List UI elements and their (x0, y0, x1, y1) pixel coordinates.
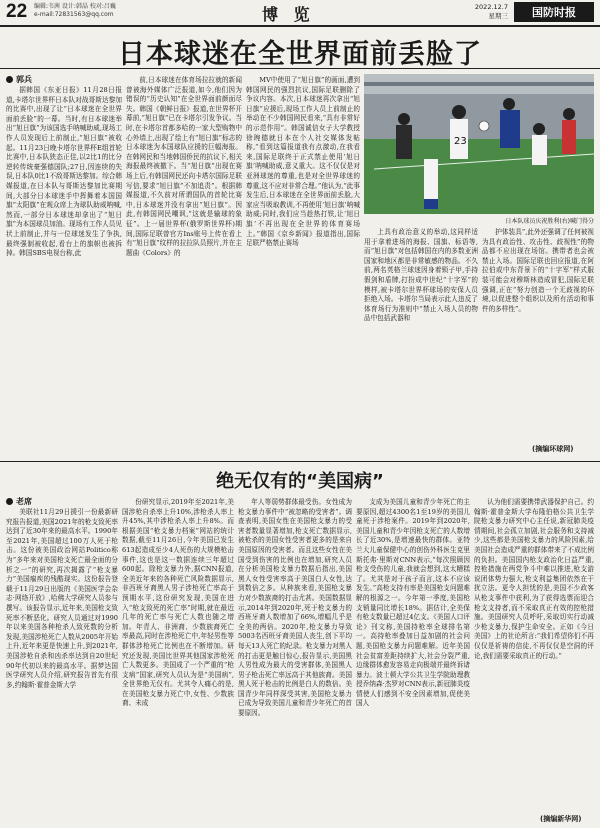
article1-source: (摘编环球网) (532, 445, 574, 453)
article2-col4: 支成为美国儿童和青少年死亡的主要原因,超过4300名1至19岁的美国儿童死于涉枪案件。2019年到2020年,美国儿童和青少年因枪支死亡的人数增长了近30%,是增速最快的群体。亚特兰大儿童保健中心的创伤外科医生克里斯托弗·里斯对CNN表示,“每次照顾因枪支受伤的儿童,我就会想到,这太糟糕了。尤其是对于孩子而言,这本不应该发生。”高枪支持有率是美国枪支问题难解的根源之一。今年第一季度,美国枪支销量同比增长18%。据估计,全美保有枪支数量已超过4亿支。《美国人口评论》刊文称,美国持枪率全球排名第一。高持枪率叠加日益加剧的社会问题,美国枪支暴力问题难解。近年美国社会贫富差距持续扩大,社会分裂严重,边缘群体愈发容易走向极端并最终诉诸暴力。波士顿大学公共卫生学院助理教授乔纳森·杰罗对CNN表示,新冠肺炎疫情使人们感到不安全因素增加,促使美国人 (356, 498, 470, 708)
article1-col4: 上具有政治意义的举动,这同样适用于拿着进场的海报、国旗、标语等,而“旭日旗”对包括韩国在内的多数亚洲国家和地区都是非常敏感的物品。不久前,两名英格兰球迷因身着锁子甲,手持假剑和盾牌,打扮成中世纪“十字军”的模样,被卡塔尔世界杯球场的安保人员拒绝入场。卡塔尔当局表示此人违反了体育场行为准则中“禁止入场人员的物品中包括武器和 (364, 228, 478, 323)
bullet-icon (6, 76, 13, 83)
article2-source: (摘编新华网) (540, 815, 582, 823)
page-number: 22 (6, 1, 28, 22)
article2-col2: 份研究显示,2019年至2021年,美国涉枪自杀率上升10%,涉枪杀人率上升45%,其中涉枪杀人率上升8%。而根据美国“枪支暴力档案”网站的统计数据,截至11月26日,今年美国已发生613起造成至少4人死伤的大规模枪击事件,这也是这一数据连续三年超过600起。除枪支暴力外,据CNN报道,全美近年来的各种死亡风险数据显示,非西班牙裔黑人男子涉枪死亡率高于预期水平,这份研究发现,美国在进入“枪支致死的死亡率”时期,就在最近几年的死亡率与死亡人数也随之增加。年青人、非洲裔、少数族裔死亡率最高,同时在涉枪死亡中,年轻男性等群体涉枪死亡比例也在不断增加。研究还发现,美国比世界其他国家涉枪死亡人数更多。美国成了一个严重的“枪支病”国家,研究人员认为是“美国病”,全世界绝无仅有。尤其令人痛心的是,在美国枪支暴力死亡中,女性、少数族裔、未成 (122, 498, 234, 708)
article2-byline (6, 496, 32, 507)
editors-line: 编辑:韦茜 设计:韩晶 校对:吕巍 (34, 3, 116, 10)
masthead (0, 0, 600, 26)
article1-byline (6, 74, 32, 85)
article1-col5: 护体装具”,此外还强调了任何被视为具有政治性、攻击性、歧视性”的物品都不应出现在场馆。携带者也会被禁止入场。国际足联也回应报道,在阿拉伯或中东背景下的“十字军”样式服装可能会对穆斯林造成冒犯,国际足联强调,正在“努力创造一个无歧视的环境,以促进整个组织以及所有活动和事件的多样性”。 (482, 228, 594, 313)
bullet-icon (6, 498, 13, 505)
article1-col3: MV中使用了“旭日旗”的画面,遭到韩国网民的强烈抗议,国际足联删除了争议内容。本次,日本球迷再次拿出“旭日旗”应援后,现场工作人员上前制止的举动在不少韩国网民看来,“具有非常好的示范作用”。韩国诚信女子大学教授徐琬德就日本在个人社交媒体发帖称,“看到这篇报道我有点激动,在我看来,国际足联终于正式禁止使用‘旭日旗’呐喊助威,意义重大。这不仅仅是对亚洲球迷的尊重,也是对全世界球迷的尊重,这不应对非常合理。”他认为,“此事发生后,日本球迷在全世界面前丢脸,大家应当吸取教训,不再使用‘旭日旗’呐喊助威;同时,我们应当趁热打铁,让‘旭日旗’不再出现在全世界的体育赛场上。”韩国《京乡新闻》报道指出,国际足联严格禁止赛场 (246, 76, 360, 248)
newspaper-logo: 国防时报 (514, 2, 594, 22)
article1-col1: 据韩国《东亚日报》11月28日报道,卡塔尔世界杯日本队对战哥斯达黎加的比赛中,出现了让“日本球迷在全世界面前丢脸”的一幕。当时,有日本球迷举出“旭日旗”为该国选手呐喊助威,现场工作人员发现后上前制止,“旭日旗”被收起。11月23日晚卡塔尔世界杯E组首轮比赛中,日本队狭态正佳,以2比1的比分逆转传统豪强德国队;27日,因连续的失误,日本队0比1不敌哥斯达黎加。综合韩媒报道,在日本队与哥斯达黎加比赛期间,大部分日本球迷手中挥舞着本国国旗“太阳旗”在观众席上为球队助威呐喊,然而,一部分日本球迷却拿出了“旭日旗”为本国球员加油。现场有工作人员见状上前制止,并与一位球迷发生了争执,最终强制被收起,看台上的旗帜也被拆掉。韩国SBS电视台称,此 (6, 86, 122, 258)
photo-illustration (364, 74, 594, 214)
issue-weekday: 星期三 (488, 12, 508, 20)
date-block (468, 3, 508, 21)
article1-author: 郭兵 (16, 75, 32, 84)
editor-credits (34, 3, 116, 19)
article2-col1: 美联社11月29日援引一份最新研究报告报道,美国2021年的枪支致死率达到了近30年来的最高水平。1990年至2021年,美国超过100万人死于枪击。这份被美国政治网站Politico称为“多年来对美国枪支死亡最全面的分析之一”的研究,再次揭露了“枪支暴力”美国痼疾的残酷现实。这份报告登载于11月29日出版的《美国医学会杂志·网络开放》,哈佛大学研究人员参与撰写。该报告显示,近年来,美国枪支致死率不断恶化。研究人员通过对1990年以来美国各种枪杀人致死数的分析发现,美国涉枪死亡人数从2005年开始上升,近年来更是快速上升,到2021年,美国涉枪自杀和凶杀率达到自20世纪90年代初以来的最高水平。据梦达国医学研究人员介绍,研究报告首先有很多,约翰斯·霍普金斯大学 (6, 508, 118, 689)
section-title: 博 览 (262, 5, 315, 24)
headline-rule (0, 68, 600, 69)
football-photo (364, 74, 594, 214)
photo-caption: 日本队球员庆祝胜利(右)喊门得分 (505, 218, 594, 225)
article2-col3: 年人等弱势群体最受伤。女性成为枪支暴力事件中“被忽略的受害者”。调查表明,美国女性在美国枪支暴力的受害者数量显著增加,枪支死亡数据显示,被枪杀的美国女性受害者更多的是来自美国原因的受害者。而且这些女性在美国受到伤害的比例也在增加,研究人员在分析美国枪支暴力数据后指出,美国黑人女性受害率高于美国白人女性,达到数倍之多。从种族来看,美国枪支暴力对少数族裔的打击尤甚。美国数据显示,2014年到2020年,死于枪支暴力的西班牙裔人数增加了66%,增幅几乎是全美的两倍。2020年,枪支暴力导致5003名西班牙裔美国人丧生,创下平均每天13人死亡的纪录。枪支暴力对黑人的打击更是触目惊心,报告显示,美国黑人男性成为最大的受害群体,美国黑人男子枪击死亡率远高于其他族裔。美国黑人死于枪击的比例是白人的数倍。美国青少年同样深受其害,美国枪支暴力已成为导致美国儿童和青少年死亡的首要原因。 (238, 498, 352, 718)
article-divider (0, 461, 600, 462)
article2-headline: 绝无仅有的“美国病” (216, 471, 384, 492)
masthead-rule (0, 25, 600, 27)
article1-col2: 前,日本球迷在体育场拉拉就的新闻曾被海外媒体广泛报道,如今,他们因为错误的“历史认知”在全世界面前颜面尽失。韩国《朝鲜日报》报道,在世界杯开幕前,“旭日旗”已在卡塔尔引发争议。当时,在卡塔尔首都多哈的一家大型购物中心外墙上,出现了绘上有“旭日旗”标志的日本球迷为本国球队应援的巨幅海报。在韩网民和当地韩国侨民的抗议下,相关海报最终被撤下。当“旭日旗”出现在赛场上后,有韩国网民还向卡塔尔国际足联写信,要求“旭日旗”不加追责”。根据韩媒报道,不久前对所谓国队的首轮比赛中,日本球迷并没有拿出“旭日旗”。因此,有韩国网民嘲讽,“这就是输球的象征”。上一届世界杯(俄罗斯世界杯)期间,国际足联曾官方Ins账号上传在看上有“旭日旗”纹样的拉拉队员照片,并在主题曲《Colors》的 (126, 76, 242, 257)
article2-col5: 认为他们需要携带武器保护自己。约翰斯·霍普金斯大学布隆伯格公共卫生学院枪支暴力研究中心主任说,新冠肺炎疫情期间,社会孤立加剧,社会服务和支持减少,这些都是美国枪支暴力的风险因素,给美国社会造成严重的群体带来了不成比例的负担。美国国内枪支政治化日益严重,控枪措施在两党争斗中难以推进,枪支游说团体势力强大,枪支利益集团依然在干扰立法。更令人担忧的是,美国不少政客从枪支事件中获利,为了获得选票而迎合枪支支持者,而不采取真正有效的控枪措施。美国研究人员呼吁,采取切实行动减少枪支暴力,保护生命安全。正如《今日美国》上的社论所言:“我们希望你们不再仅仅是祈祷的信徒,不再仅仅是空洞的评论,我们需要采取真正的行动。” (474, 498, 594, 660)
article2-author: 老席 (16, 497, 32, 506)
article1-headline: 日本球迷在全世界面前丢脸了 (118, 39, 482, 70)
svg-text:23: 23 (454, 136, 467, 147)
email-line: e-mail:72831563@qq.com (34, 11, 114, 18)
issue-date: 2022.12.7 (474, 3, 508, 11)
